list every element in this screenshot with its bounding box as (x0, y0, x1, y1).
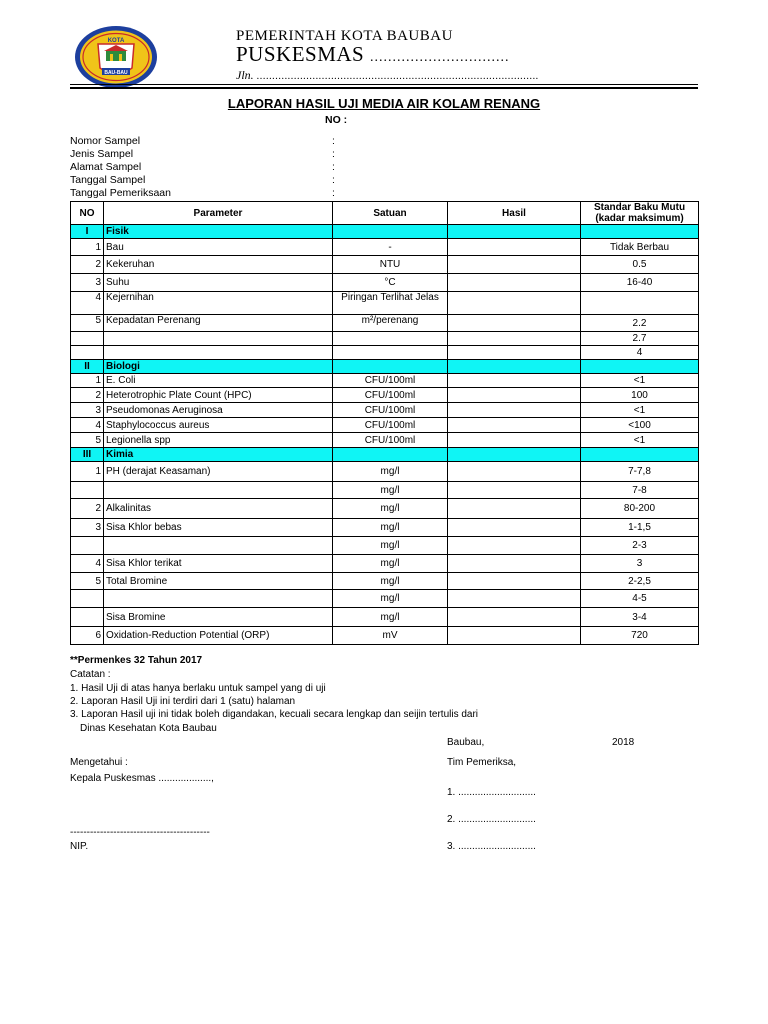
acknowledged-label: Mengetahui : (70, 757, 128, 768)
table-row (71, 555, 699, 573)
signer-line: 3. ............................ (447, 841, 536, 852)
row-no (71, 346, 104, 360)
row-no: 2 (71, 256, 104, 274)
row-result (448, 315, 581, 332)
table-row (71, 590, 699, 608)
row-unit: NTU (333, 256, 448, 274)
row-result (448, 346, 581, 360)
city-emblem-icon (74, 24, 158, 90)
row-standard: <1 (581, 374, 699, 388)
row-standard: 0.5 (581, 256, 699, 274)
row-parameter: Legionella spp (104, 433, 333, 448)
row-unit: mg/l (333, 555, 448, 573)
row-no: 1 (71, 462, 104, 482)
row-result (448, 608, 581, 627)
sample-info-row (70, 174, 340, 187)
row-no (71, 590, 104, 608)
note-continuation: Dinas Kesehatan Kota Baubau (80, 723, 217, 734)
row-parameter: Sisa Khlor bebas (104, 519, 333, 537)
col-header-parameter: Parameter (104, 202, 333, 225)
row-unit: m²/perenang (333, 315, 448, 332)
row-unit (333, 332, 448, 346)
table-row (71, 608, 699, 627)
row-no: 4 (71, 555, 104, 573)
row-result (448, 403, 581, 418)
table-row (71, 403, 699, 418)
government-name: PEMERINTAH KOTA BAUBAU (236, 28, 453, 44)
report-title: LAPORAN HASIL UJI MEDIA AIR KOLAM RENANG (227, 96, 541, 111)
table-row (71, 315, 699, 332)
sample-info-row (70, 187, 340, 200)
table-row (71, 433, 699, 448)
row-standard: Tidak Berbau (581, 239, 699, 256)
row-parameter: Biologi (104, 360, 333, 374)
address-label: Jln. (236, 68, 254, 82)
row-parameter: Kepadatan Perenang (104, 315, 333, 332)
row-no: 3 (71, 403, 104, 418)
row-standard: <100 (581, 418, 699, 433)
row-result (448, 374, 581, 388)
note-item: 2. Laporan Hasil Uji ini terdiri dari 1 (satu) halaman (70, 696, 296, 707)
sample-info-sep: : (332, 161, 335, 173)
table-header-row (71, 202, 699, 225)
notes-title: Catatan : (70, 669, 111, 680)
row-unit: CFU/100ml (333, 403, 448, 418)
row-no (71, 608, 104, 627)
table-row (71, 256, 699, 274)
row-standard: 16-40 (581, 274, 699, 292)
col-header-result: Hasil (448, 202, 581, 225)
row-standard: 7-8 (581, 482, 699, 499)
row-standard: 2.7 (581, 332, 699, 346)
signer-line: 1. ............................ (447, 787, 536, 798)
address-line (236, 68, 539, 83)
sample-info-row (70, 161, 340, 174)
row-no (71, 537, 104, 555)
row-result (448, 239, 581, 256)
table-row (71, 374, 699, 388)
table-row (71, 519, 699, 537)
sample-info-sep: : (332, 187, 335, 199)
row-no: III (71, 448, 104, 462)
table-row (71, 573, 699, 590)
table-row (71, 332, 699, 346)
col-header-no: NO (71, 202, 104, 225)
header-divider-thin (70, 84, 698, 85)
row-no (71, 482, 104, 499)
row-result (448, 256, 581, 274)
section-row (71, 360, 699, 374)
office-name (236, 42, 509, 67)
team-label: Tim Pemeriksa, (447, 757, 517, 768)
table-row (71, 537, 699, 555)
row-unit: CFU/100ml (333, 418, 448, 433)
row-parameter (104, 332, 333, 346)
row-unit: Piringan Terlihat Jelas (333, 292, 448, 315)
row-result (448, 292, 581, 315)
table-row (71, 274, 699, 292)
row-no: 6 (71, 627, 104, 645)
results-table (70, 201, 699, 645)
row-parameter: E. Coli (104, 374, 333, 388)
row-no: 1 (71, 239, 104, 256)
note-item: 1. Hasil Uji di atas hanya berlaku untuk sampel yang di uji (70, 683, 326, 694)
row-standard: <1 (581, 433, 699, 448)
row-standard: 4 (581, 346, 699, 360)
row-standard (581, 225, 699, 239)
row-no: 2 (71, 499, 104, 519)
standard-header-line1: Standar Baku Mutu (593, 202, 686, 213)
table-row (71, 499, 699, 519)
logo-top-text: KOTA (107, 38, 125, 44)
row-no: I (71, 225, 104, 239)
signature-line: ------------------------------------------ (70, 827, 210, 838)
row-unit: mg/l (333, 608, 448, 627)
table-row (71, 346, 699, 360)
row-unit: - (333, 239, 448, 256)
row-no: 1 (71, 374, 104, 388)
row-standard: 1-1,5 (581, 519, 699, 537)
row-parameter: Suhu (104, 274, 333, 292)
row-standard: 720 (581, 627, 699, 645)
row-result (448, 573, 581, 590)
sample-info-label: Alamat Sampel (70, 161, 142, 173)
row-parameter: Kejernihan (104, 292, 333, 315)
row-no: 2 (71, 388, 104, 403)
standard-header-line2: (kadar maksimum) (595, 213, 684, 224)
table-row (71, 292, 699, 315)
row-unit: mg/l (333, 590, 448, 608)
row-unit: mg/l (333, 499, 448, 519)
note-item: 3. Laporan Hasil uji ini tidak boleh digandakan, kecuali secara lengkap dan seijin tertulis dari (70, 709, 479, 720)
table-body (71, 225, 699, 645)
row-unit (333, 448, 448, 462)
sample-info-sep: : (332, 148, 335, 160)
row-standard: 2-3 (581, 537, 699, 555)
sample-info-label: Jenis Sampel (70, 148, 134, 160)
row-result (448, 332, 581, 346)
row-standard: 3 (581, 555, 699, 573)
row-standard (581, 292, 699, 315)
row-standard (581, 448, 699, 462)
row-no: 5 (71, 573, 104, 590)
row-result (448, 590, 581, 608)
row-result (448, 627, 581, 645)
row-unit: mg/l (333, 482, 448, 499)
report-number: NO : (325, 114, 348, 126)
col-header-unit: Satuan (333, 202, 448, 225)
row-result (448, 555, 581, 573)
row-unit: °C (333, 274, 448, 292)
row-unit: mg/l (333, 462, 448, 482)
row-result (448, 225, 581, 239)
nip-label: NIP. (70, 841, 89, 852)
row-unit: CFU/100ml (333, 374, 448, 388)
row-unit: CFU/100ml (333, 433, 448, 448)
section-row (71, 225, 699, 239)
row-parameter: Sisa Bromine (104, 608, 333, 627)
sample-info-label: Tanggal Sampel (70, 174, 146, 186)
head-of-puskesmas: Kepala Puskesmas ..................., (70, 773, 214, 784)
row-result (448, 418, 581, 433)
section-row (71, 448, 699, 462)
row-parameter: Total Bromine (104, 573, 333, 590)
row-parameter (104, 537, 333, 555)
row-standard: 100 (581, 388, 699, 403)
row-result (448, 388, 581, 403)
address-dots: ........................................................................................... (256, 71, 539, 82)
row-result (448, 499, 581, 519)
city-logo (74, 24, 158, 90)
row-result (448, 433, 581, 448)
signer-line: 2. ............................ (447, 814, 536, 825)
row-no: 3 (71, 274, 104, 292)
row-parameter (104, 346, 333, 360)
sample-info-sep: : (332, 174, 335, 186)
row-parameter: Kekeruhan (104, 256, 333, 274)
row-parameter: Oxidation-Reduction Potential (ORP) (104, 627, 333, 645)
row-result (448, 482, 581, 499)
row-no: 5 (71, 433, 104, 448)
row-parameter (104, 590, 333, 608)
row-result (448, 360, 581, 374)
row-no: 4 (71, 418, 104, 433)
row-unit: mg/l (333, 519, 448, 537)
row-parameter: Alkalinitas (104, 499, 333, 519)
row-standard: 2.2 (581, 315, 699, 332)
row-unit (333, 225, 448, 239)
sample-info-label: Nomor Sampel (70, 135, 141, 147)
row-parameter: Bau (104, 239, 333, 256)
office-label: PUSKESMAS (236, 42, 365, 66)
row-no: II (71, 360, 104, 374)
row-result (448, 274, 581, 292)
sample-info-sep: : (332, 135, 335, 147)
row-no: 5 (71, 315, 104, 332)
table-row (71, 418, 699, 433)
sample-info-row (70, 135, 340, 148)
table-row (71, 462, 699, 482)
row-standard: 3-4 (581, 608, 699, 627)
table-row (71, 388, 699, 403)
row-standard: 4-5 (581, 590, 699, 608)
row-standard (581, 360, 699, 374)
regulation-note: **Permenkes 32 Tahun 2017 (70, 655, 203, 666)
row-parameter: Sisa Khlor terikat (104, 555, 333, 573)
header-divider-thick (70, 87, 698, 89)
row-result (448, 537, 581, 555)
row-parameter (104, 482, 333, 499)
row-no: 3 (71, 519, 104, 537)
sample-info-label: Tanggal Pemeriksaan (70, 187, 171, 199)
row-unit: mg/l (333, 537, 448, 555)
sample-info-row (70, 148, 340, 161)
office-dots: ............................... (369, 50, 510, 65)
row-no (71, 332, 104, 346)
sample-info (70, 135, 340, 200)
row-parameter: Pseudomonas Aeruginosa (104, 403, 333, 418)
row-parameter: Fisik (104, 225, 333, 239)
row-parameter: Kimia (104, 448, 333, 462)
sign-place: Baubau, (447, 737, 485, 748)
row-standard: 80-200 (581, 499, 699, 519)
logo-bottom-text: BAU-BAU (104, 70, 128, 76)
row-parameter: Staphylococcus aureus (104, 418, 333, 433)
row-result (448, 519, 581, 537)
row-standard: 7-7,8 (581, 462, 699, 482)
row-result (448, 448, 581, 462)
sign-year: 2018 (612, 737, 635, 748)
row-parameter: Heterotrophic Plate Count (HPC) (104, 388, 333, 403)
row-no: 4 (71, 292, 104, 315)
row-unit (333, 360, 448, 374)
row-unit: mg/l (333, 573, 448, 590)
table-row (71, 627, 699, 645)
col-header-standard (581, 202, 699, 225)
row-standard: <1 (581, 403, 699, 418)
row-unit (333, 346, 448, 360)
row-parameter: PH (derajat Keasaman) (104, 462, 333, 482)
table-row (71, 482, 699, 499)
row-unit: CFU/100ml (333, 388, 448, 403)
row-standard: 2-2,5 (581, 573, 699, 590)
row-result (448, 462, 581, 482)
row-unit: mV (333, 627, 448, 645)
table-row (71, 239, 699, 256)
